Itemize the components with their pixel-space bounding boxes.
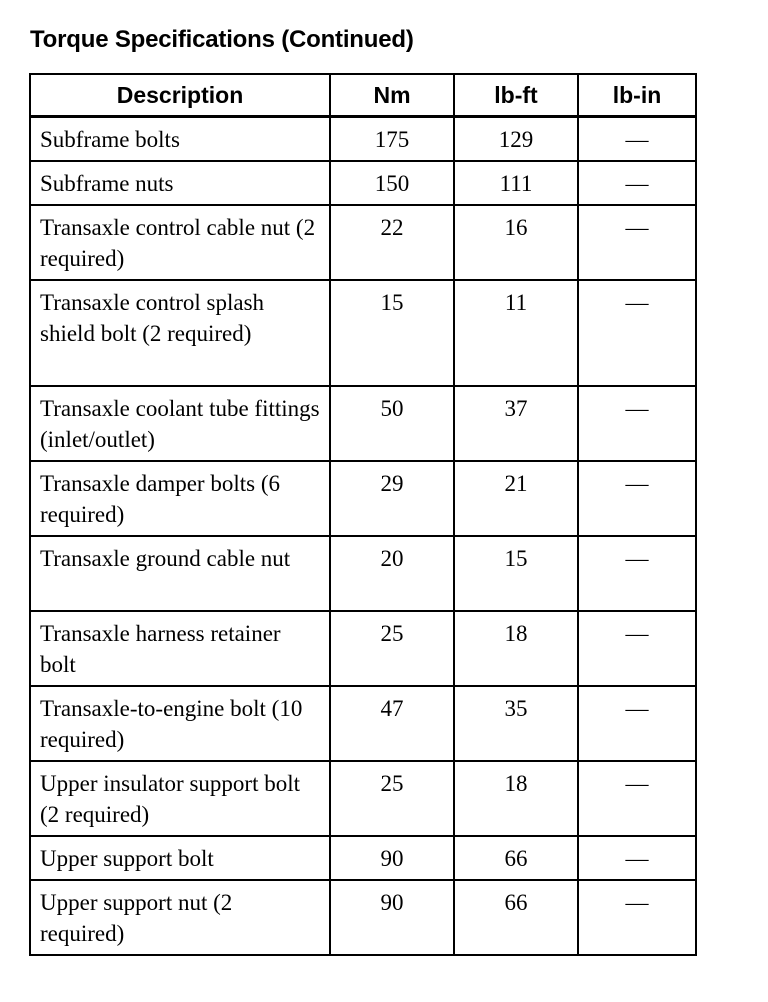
cell-description: Upper support nut (2 required) (30, 880, 330, 955)
cell-nm: 50 (330, 386, 454, 461)
table-row (30, 161, 696, 205)
cell-nm: 90 (330, 880, 454, 955)
table-row (30, 386, 696, 461)
cell-lb-ft: 129 (454, 117, 578, 162)
cell-description: Transaxle ground cable nut (30, 536, 330, 611)
cell-lb-in: — (578, 205, 696, 280)
cell-lb-in: — (578, 536, 696, 611)
cell-lb-in: — (578, 386, 696, 461)
table-header-row (30, 74, 696, 117)
table-row (30, 280, 696, 386)
table-row (30, 686, 696, 761)
cell-description: Transaxle control splash shield bolt (2 required) (30, 280, 330, 386)
cell-lb-ft: 18 (454, 761, 578, 836)
cell-nm: 150 (330, 161, 454, 205)
cell-lb-ft: 21 (454, 461, 578, 536)
page-title: Torque Specifications (Continued) (30, 26, 414, 53)
table-row (30, 536, 696, 611)
cell-description: Transaxle harness retainer bolt (30, 611, 330, 686)
cell-nm: 25 (330, 611, 454, 686)
cell-lb-ft: 18 (454, 611, 578, 686)
cell-nm: 25 (330, 761, 454, 836)
column-header-lb-ft: lb-ft (454, 74, 578, 117)
column-header-lb-in: lb-in (578, 74, 696, 117)
cell-lb-in: — (578, 611, 696, 686)
cell-nm: 22 (330, 205, 454, 280)
cell-nm: 90 (330, 836, 454, 880)
column-header-nm: Nm (330, 74, 454, 117)
table-row (30, 611, 696, 686)
cell-lb-in: — (578, 280, 696, 386)
cell-nm: 175 (330, 117, 454, 162)
cell-description: Transaxle damper bolts (6 required) (30, 461, 330, 536)
cell-lb-in: — (578, 761, 696, 836)
column-header-description: Description (30, 74, 330, 117)
cell-description: Subframe nuts (30, 161, 330, 205)
cell-lb-in: — (578, 461, 696, 536)
cell-description: Transaxle-to-engine bolt (10 required) (30, 686, 330, 761)
table-row (30, 836, 696, 880)
table-row (30, 117, 696, 162)
table-row (30, 205, 696, 280)
cell-description: Upper support bolt (30, 836, 330, 880)
cell-lb-ft: 66 (454, 836, 578, 880)
cell-lb-ft: 66 (454, 880, 578, 955)
torque-spec-table (29, 73, 697, 956)
cell-description: Subframe bolts (30, 117, 330, 162)
cell-lb-ft: 35 (454, 686, 578, 761)
cell-lb-in: — (578, 836, 696, 880)
cell-lb-in: — (578, 880, 696, 955)
table-row (30, 880, 696, 955)
cell-lb-ft: 15 (454, 536, 578, 611)
cell-description: Transaxle coolant tube fittings (inlet/outlet) (30, 386, 330, 461)
cell-lb-in: — (578, 117, 696, 162)
cell-nm: 15 (330, 280, 454, 386)
cell-lb-ft: 16 (454, 205, 578, 280)
cell-lb-in: — (578, 161, 696, 205)
cell-nm: 29 (330, 461, 454, 536)
cell-nm: 20 (330, 536, 454, 611)
cell-lb-ft: 111 (454, 161, 578, 205)
table-row (30, 761, 696, 836)
cell-description: Transaxle control cable nut (2 required) (30, 205, 330, 280)
cell-lb-ft: 11 (454, 280, 578, 386)
cell-description: Upper insulator support bolt (2 required) (30, 761, 330, 836)
cell-lb-ft: 37 (454, 386, 578, 461)
cell-lb-in: — (578, 686, 696, 761)
table-row (30, 461, 696, 536)
cell-nm: 47 (330, 686, 454, 761)
